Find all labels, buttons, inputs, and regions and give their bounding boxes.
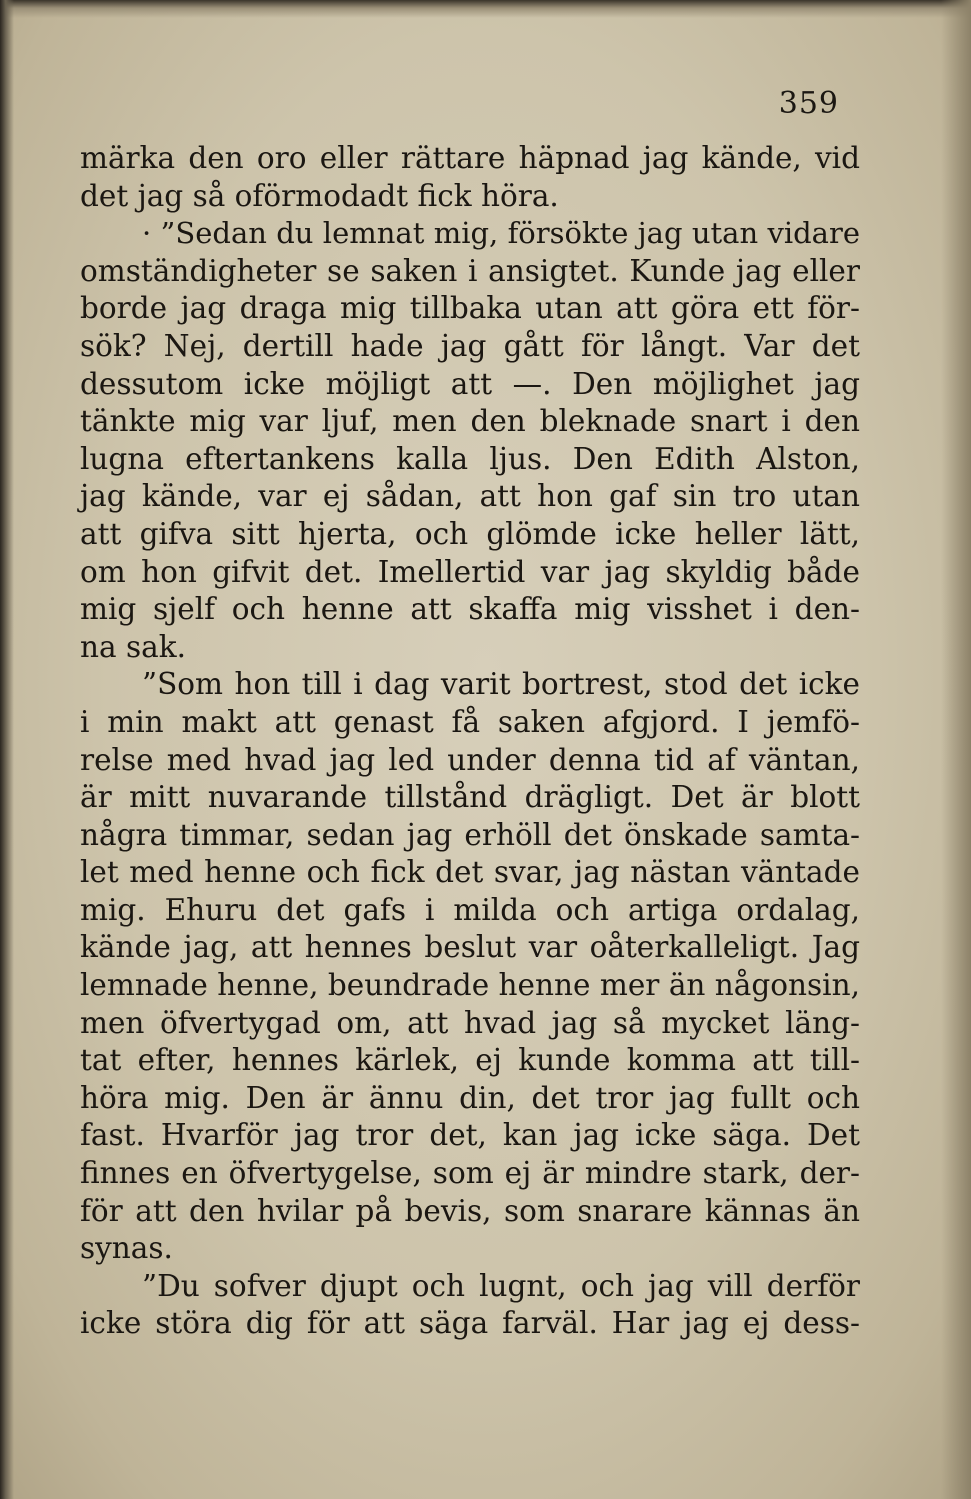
text-line: det jag så oförmodadt fick höra. — [80, 178, 559, 213]
text-line: let med henne och fick det svar, jag nästan väntade — [80, 855, 860, 890]
text-line: synas. — [80, 1231, 173, 1266]
text-line: omständigheter se saken i ansigtet. Kunde jag eller — [80, 253, 860, 288]
text-line: dessutom icke möjligt att —. Den möjlighet jag — [80, 366, 860, 401]
text-line: höra mig. Den är ännu din, det tror jag fullt och — [80, 1080, 860, 1115]
text-line: · ”Sedan du lemnat mig, försökte jag utan vidare — [142, 216, 860, 251]
text-line: fast. Hvarför jag tror det, kan jag icke säga. Det — [80, 1118, 860, 1153]
body-text — [80, 140, 860, 1343]
page-number: 359 — [778, 86, 839, 121]
text-line: för att den hvilar på bevis, som snarare kännas än — [80, 1193, 860, 1228]
text-line: men öfvertygad om, att hvad jag så mycket läng- — [80, 1005, 860, 1040]
text-line: lemnade henne, beundrade henne mer än någonsin, — [80, 968, 860, 1003]
text-line: icke störa dig för att säga farväl. Har jag ej dess- — [80, 1306, 860, 1341]
text-line: relse med hvad jag led under denna tid af väntan, — [80, 742, 860, 777]
text-line: kände jag, att hennes beslut var oåterkalleligt. Jag — [80, 930, 860, 965]
text-line: ”Som hon till i dag varit bortrest, stod det icke — [142, 667, 860, 702]
text-line: mig. Ehuru det gafs i milda och artiga ordalag, — [80, 892, 860, 927]
text-line: är mitt nuvarande tillstånd drägligt. Det är blott — [80, 780, 860, 815]
text-line: mig sjelf och henne att skaffa mig visshet i den- — [80, 592, 860, 627]
text-line: finnes en öfvertygelse, som ej är mindre stark, der- — [80, 1156, 860, 1191]
text-line: om hon gifvit det. Imellertid var jag skyldig både — [80, 554, 860, 589]
text-line: jag kände, var ej sådan, att hon gaf sin tro utan — [80, 479, 860, 514]
text-line: tat efter, hennes kärlek, ej kunde komma att till- — [80, 1043, 860, 1078]
page-left-edge — [0, 0, 14, 1499]
text-line: tänkte mig var ljuf, men den bleknade snart i den — [80, 404, 860, 439]
text-line: ”Du sofver djupt och lugnt, och jag vill derför — [142, 1268, 860, 1303]
text-line: i min makt att genast få saken afgjord. I jemfö- — [80, 704, 860, 739]
text-line: märka den oro eller rättare häpnad jag kände, vid — [80, 141, 860, 175]
page-top-edge — [0, 0, 971, 18]
text-line: borde jag draga mig tillbaka utan att göra ett för- — [80, 291, 860, 326]
text-line: na sak. — [80, 629, 186, 664]
text-line: lugna eftertankens kalla ljus. Den Edith Alston, — [80, 441, 860, 476]
text-line: att gifva sitt hjerta, och glömde icke heller lätt, — [80, 516, 860, 551]
text-line: sök? Nej, dertill hade jag gått för långt. Var det — [80, 328, 860, 363]
text-line: några timmar, sedan jag erhöll det önskade samta- — [80, 817, 860, 852]
page-right-edge — [941, 0, 971, 1499]
